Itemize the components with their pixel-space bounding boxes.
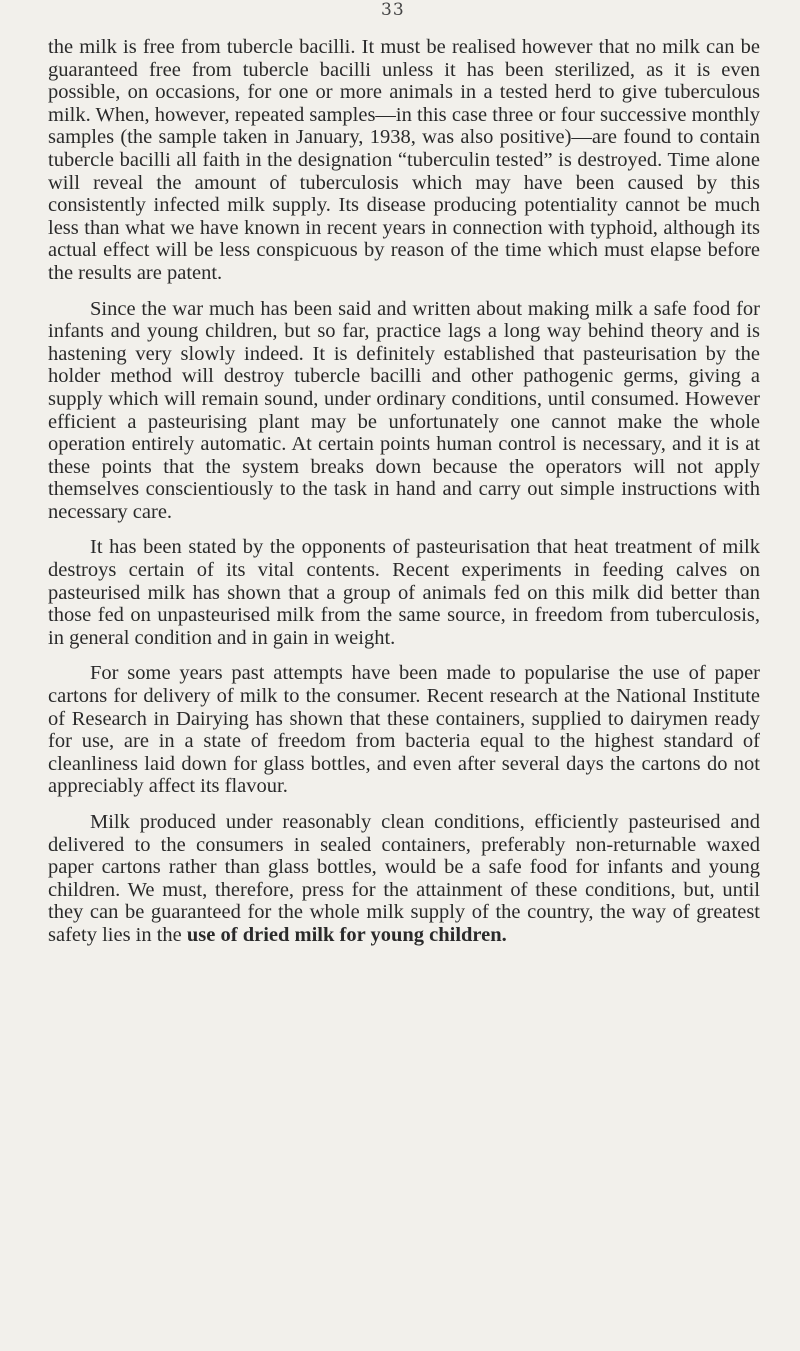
paragraph-5 [48, 811, 760, 947]
paragraph-3: It has been stated by the opponents of pasteurisation that heat treatment of milk destroys certain of its vital contents. Recent experiments in feeding calves on pasteurised milk has shown that a group of animals fed on this milk did better than those fed on unpasteurised milk from the same source, in freedom from tuberculosis, in general condition and in gain in weight. [48, 536, 760, 649]
page-number: 33 [381, 0, 405, 20]
paragraph-4: For some years past attempts have been made to popularise the use of paper cartons for delivery of milk to the consumer. Recent research at the National Institute of Research in Dairying has shown that these containers, supplied to dairymen ready for use, are in a state of freedom from bacteria equal to the highest standard of cleanliness laid down for glass bottles, and even after several days the cartons do not appreciably affect its flavour. [48, 662, 760, 798]
paragraph-5-bold-conclusion: use of dried milk for young children. [186, 923, 507, 946]
paragraph-2: Since the war much has been said and written about making milk a safe food for infants and young children, but so far, practice lags a long way behind theory and is hastening very slowly indeed. It is definitely established that pasteurisation by the holder method will destroy tubercle bacilli and other pathogenic germs, giving a supply which will remain sound, under ordinary conditions, until consumed. However efficient a pasteurising plant may be unfortunately one cannot make the whole operation entirely automatic. At certain points human control is necessary, and it is at these points that the system breaks down because the operators will not apply themselves conscientiously to the task in hand and carry out simple instructions with necessary care. [48, 297, 760, 523]
body-text [48, 36, 760, 947]
paragraph-1: the milk is free from tubercle bacilli. It must be realised however that no milk can be guaranteed free from tubercle bacilli unless it has been sterilized, as it is even possible, on occasions, for one or more animals in a tested herd to give tuberculous milk. When, however, repeated samples—in this case three or four successive monthly samples (the sample taken in January, 1938, was also positive)—are found to contain tubercle bacilli all faith in the designation “tuberculin tested” is destroyed. Time alone will reveal the amount of tuberculosis which may have been caused by this consistently infected milk supply. Its disease producing potentiality cannot be much less than what we have known in recent years in connection with typhoid, although its actual effect will be less conspicuous by reason of the time which must elapse before the results are patent. [48, 36, 760, 284]
paragraph-5-text: Milk produced under reasonably clean conditions, efficiently pasteurised and delivered to the consumers in sealed containers, preferably non-returnable waxed paper cartons rather than glass bottles, would be a safe food for infants and young children. We must, therefore, press for the attainment of these conditions, but, until they can be guaranteed for the whole milk supply of the country, the way of greatest safety lies in the [48, 811, 760, 946]
